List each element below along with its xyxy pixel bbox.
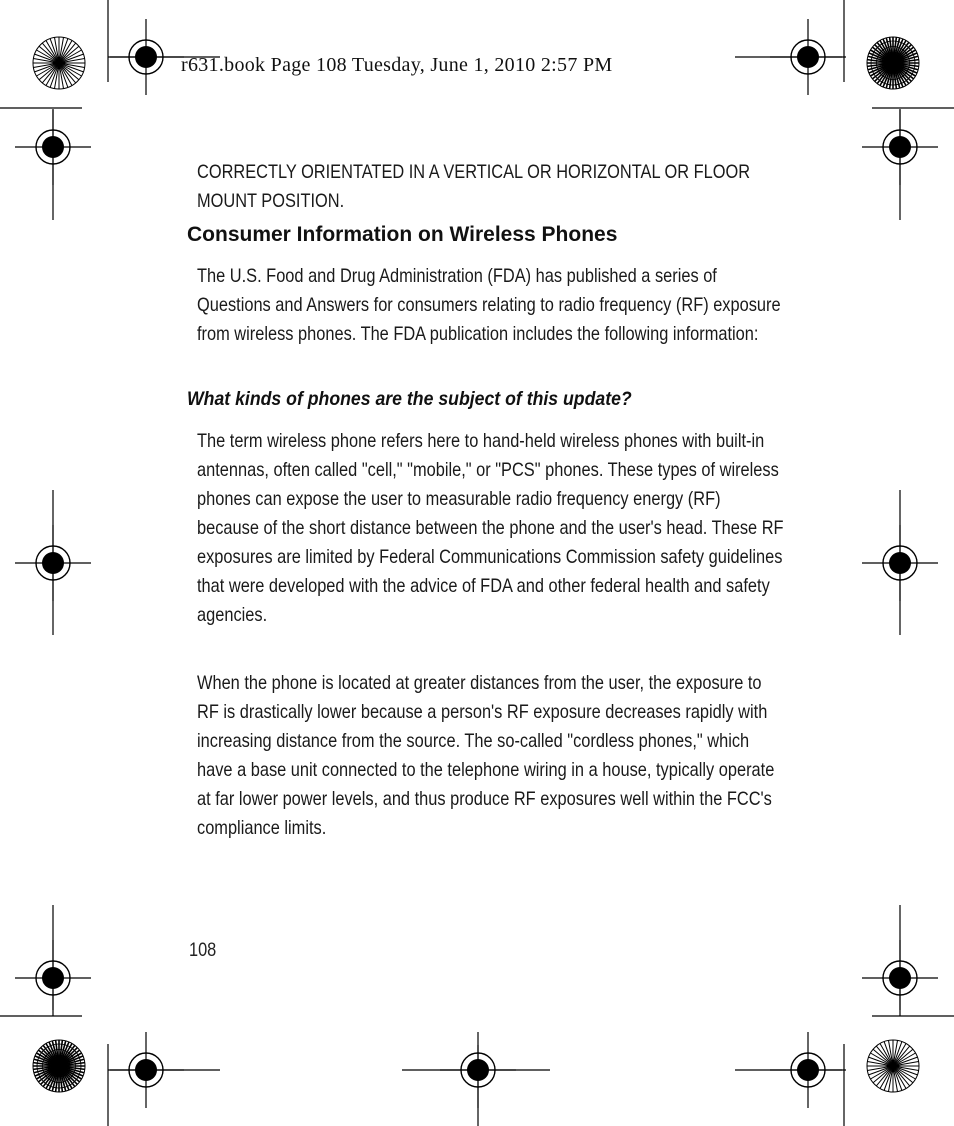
- paragraph-answer-2: When the phone is located at greater distances from the user, the exposure to RF is drastically lower because a person's RF exposure decreases rapidly with increasing distance from the source. The so-called "cordless phones," which have a base unit connected to the telephone wiring in a house, typically operate at far lower power levels, and thus produce RF exposures well within the FCC's compliance limits.: [197, 672, 775, 839]
- print-slug: r631.book Page 108 Tuesday, June 1, 2010 2:57 PM: [181, 54, 613, 76]
- paragraph-fda-intro: The U.S. Food and Drug Administration (FDA) has published a series of Questions and Answers for consumers relating to radio frequency (RF) exposure from wireless phones. The FDA publication includes the following information:: [197, 265, 781, 345]
- paragraph-intro-tail: CORRECTLY ORIENTATED IN A VERTICAL OR HORIZONTAL OR FLOOR MOUNT POSITION.: [197, 161, 751, 212]
- question-heading: What kinds of phones are the subject of this update?: [187, 389, 632, 410]
- page-number: 108: [189, 940, 217, 961]
- section-heading: Consumer Information on Wireless Phones: [187, 223, 618, 246]
- paragraph-answer-1: The term wireless phone refers here to hand-held wireless phones with built-in antennas, often called "cell," "mobile," or "PCS" phones. These types of wireless phones can expose the user to measurable radio frequency energy (RF) because of the short distance between the phone and the user's head. These RF exposures are limited by Federal Communications Commission safety guidelines that were developed with the advice of FDA and other federal health and safety agencies.: [197, 430, 784, 626]
